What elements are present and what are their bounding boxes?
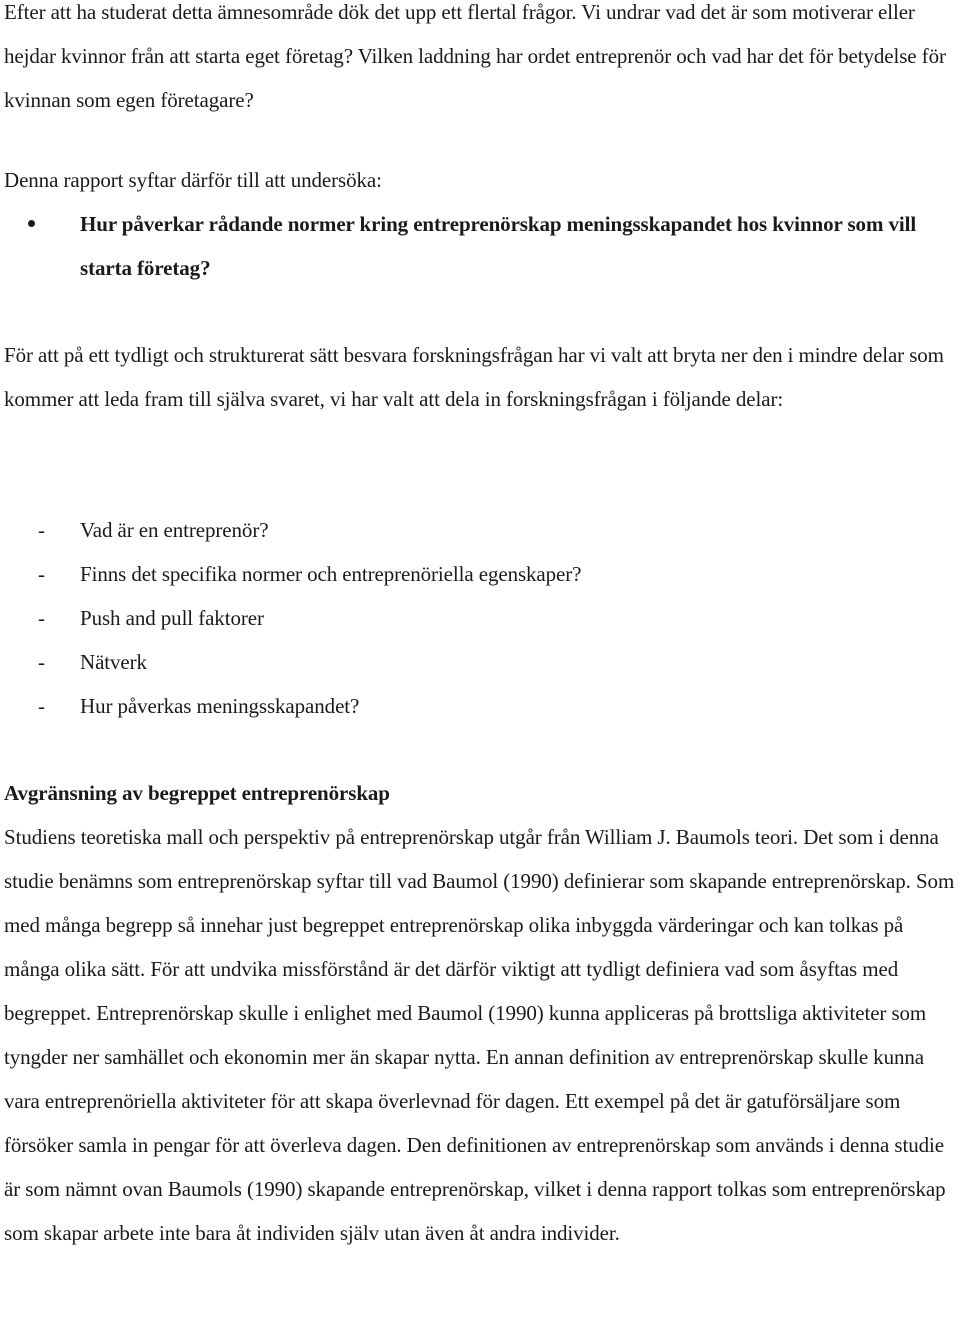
dash-marker: - <box>38 518 45 542</box>
list-item <box>4 202 960 290</box>
research-question-list <box>4 202 960 290</box>
dash-marker: - <box>38 606 45 630</box>
list-item <box>4 684 960 728</box>
method-paragraph: För att på ett tydligt och strukturerat sätt besvara forskningsfrågan har vi valt att bryta ner den i mindre delar som kommer att leda fram till själva svaret, vi har valt att dela in forskningsfrågan i följande delar: <box>4 343 944 411</box>
list-item <box>4 508 960 552</box>
dash-marker: - <box>38 694 45 718</box>
section-block <box>4 771 960 1255</box>
section-heading: Avgränsning av begreppet entreprenörskap <box>4 781 390 805</box>
list-item <box>4 640 960 684</box>
section-paragraph: Studiens teoretiska mall och perspektiv på entreprenörskap utgår från William J. Baumols teori. Det som i denna studie benämns som entreprenörskap syftar till vad Baumol (1990) definierar som skapande entreprenörskap. Som med många begrepp så innehar just begreppet entreprenörskap olika inbyggda värderingar och kan tolkas på många olika sätt. För att undvika missförstånd är det därför viktigt att tydligt definiera vad som åsyftas med begreppet. Entreprenörskap skulle i enlighet med Baumol (1990) kunna appliceras på brottsliga aktiviteter som tyngder ner samhället och ekonomin mer än skapar nytta. En annan definition av entreprenörskap skulle kunna vara entreprenöriella aktiviteter för att skapa överlevnad för dagen. Ett exempel på det är gatuförsäljare som försöker samla in pengar för att överleva dagen. Den definitionen av entreprenörskap som används i denna studie är som nämnt ovan Baumols (1990) skapande entreprenörskap, vilket i denna rapport tolkas som entreprenörskap som skapar arbete inte bara åt individen själv utan även åt andra individer. <box>4 825 955 1245</box>
purpose-lead: Denna rapport syftar därför till att undersöka: <box>4 168 382 192</box>
sub-question-text: Nätverk <box>80 650 147 674</box>
intro-block <box>4 0 960 122</box>
method-block <box>4 333 960 421</box>
sub-question-text: Hur påverkas meningsskapandet? <box>80 694 360 718</box>
sub-question-list <box>4 508 960 728</box>
intro-paragraph: Efter att ha studerat detta ämnesområde dök det upp ett flertal frågor. Vi undrar vad det är som motiverar eller hejdar kvinnor från att starta eget företag? Vilken laddning har ordet entreprenör och vad har det för betydelse för kvinnan som egen företagare? <box>4 0 946 112</box>
purpose-block <box>4 158 960 290</box>
sub-question-text: Vad är en entreprenör? <box>80 518 269 542</box>
list-item <box>4 596 960 640</box>
research-question: Hur påverkar rådande normer kring entreprenörskap meningsskapandet hos kvinnor som vill starta företag? <box>80 212 917 280</box>
dash-marker: - <box>38 562 45 586</box>
list-item <box>4 552 960 596</box>
sub-question-text: Finns det specifika normer och entreprenöriella egenskaper? <box>80 562 582 586</box>
sub-question-text: Push and pull faktorer <box>80 606 264 630</box>
bullet-icon <box>28 220 35 227</box>
dash-marker: - <box>38 650 45 674</box>
sub-questions-block <box>4 508 960 728</box>
